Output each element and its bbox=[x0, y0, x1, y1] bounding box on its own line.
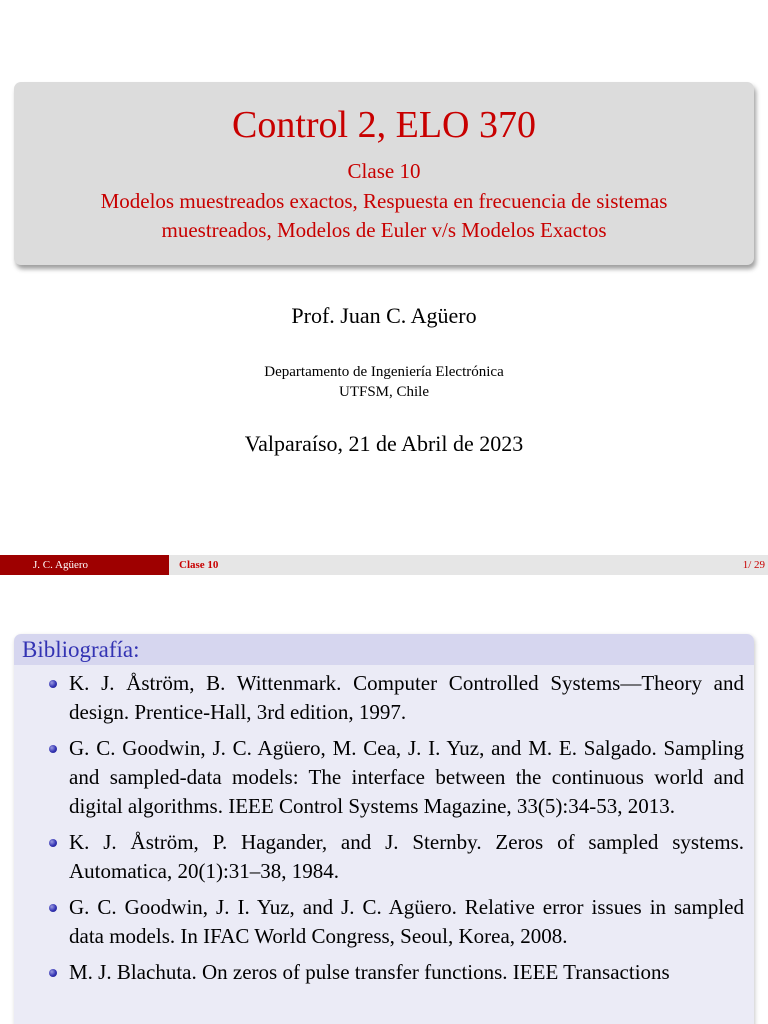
block-title: Bibliografía: bbox=[14, 634, 754, 665]
bullet-icon bbox=[49, 904, 57, 912]
reference-item bbox=[47, 958, 744, 987]
reference-text: G. C. Goodwin, J. C. Agüero, M. Cea, J. I. Yuz, and M. E. Salgado. Sampling and sampled-data models: The interface between the continuous world and digital algorithms. IEEE Control Systems Magazine, 33(5):34-53, 2013. bbox=[69, 736, 744, 818]
bullet-icon bbox=[49, 680, 57, 688]
presentation-date: Valparaíso, 21 de Abril de 2023 bbox=[244, 431, 524, 456]
block-body bbox=[14, 665, 754, 987]
reference-text: G. C. Goodwin, J. I. Yuz, and J. C. Agüero. Relative error issues in sampled data models. In IFAC World Congress, Seoul, Korea, 2008. bbox=[69, 895, 744, 948]
footer-title: Clase 10 bbox=[169, 555, 768, 575]
institute bbox=[0, 362, 768, 402]
institute-department: Departamento de Ingeniería Electrónica bbox=[264, 364, 504, 380]
bullet-icon bbox=[49, 969, 57, 977]
reference-item bbox=[47, 893, 744, 951]
bibliography-block bbox=[14, 634, 754, 1024]
institute-university: UTFSM, Chile bbox=[338, 384, 429, 400]
deck-subtitle-class: Clase 10 bbox=[347, 159, 421, 183]
reference-text: M. J. Blachuta. On zeros of pulse transfer functions. IEEE Transactions bbox=[69, 960, 670, 984]
title-box bbox=[14, 82, 754, 265]
reference-list bbox=[47, 669, 744, 987]
slide-footer bbox=[0, 555, 768, 575]
reference-item bbox=[47, 828, 744, 886]
bullet-icon bbox=[49, 745, 57, 753]
deck-subtitle-topics: Modelos muestreados exactos, Respuesta en frecuencia de sistemas muestreados, Modelos de Euler v/s Modelos Exactos bbox=[100, 189, 668, 242]
deck-title: Control 2, ELO 370 bbox=[232, 104, 536, 146]
reference-item bbox=[47, 734, 744, 821]
reference-text: K. J. Åström, B. Wittenmark. Computer Controlled Systems—Theory and design. Prentice-Hall, 3rd edition, 1997. bbox=[69, 671, 744, 724]
bibliography-slide bbox=[0, 576, 768, 1024]
reference-item bbox=[47, 669, 744, 727]
footer-page-number: 1/ 29 bbox=[742, 559, 765, 571]
footer-author: J. C. Agüero bbox=[0, 555, 169, 575]
bullet-icon bbox=[49, 839, 57, 847]
reference-text: K. J. Åström, P. Hagander, and J. Sternby. Zeros of sampled systems. Automatica, 20(1):31–38, 1984. bbox=[69, 830, 744, 883]
author-name: Prof. Juan C. Agüero bbox=[291, 303, 477, 328]
